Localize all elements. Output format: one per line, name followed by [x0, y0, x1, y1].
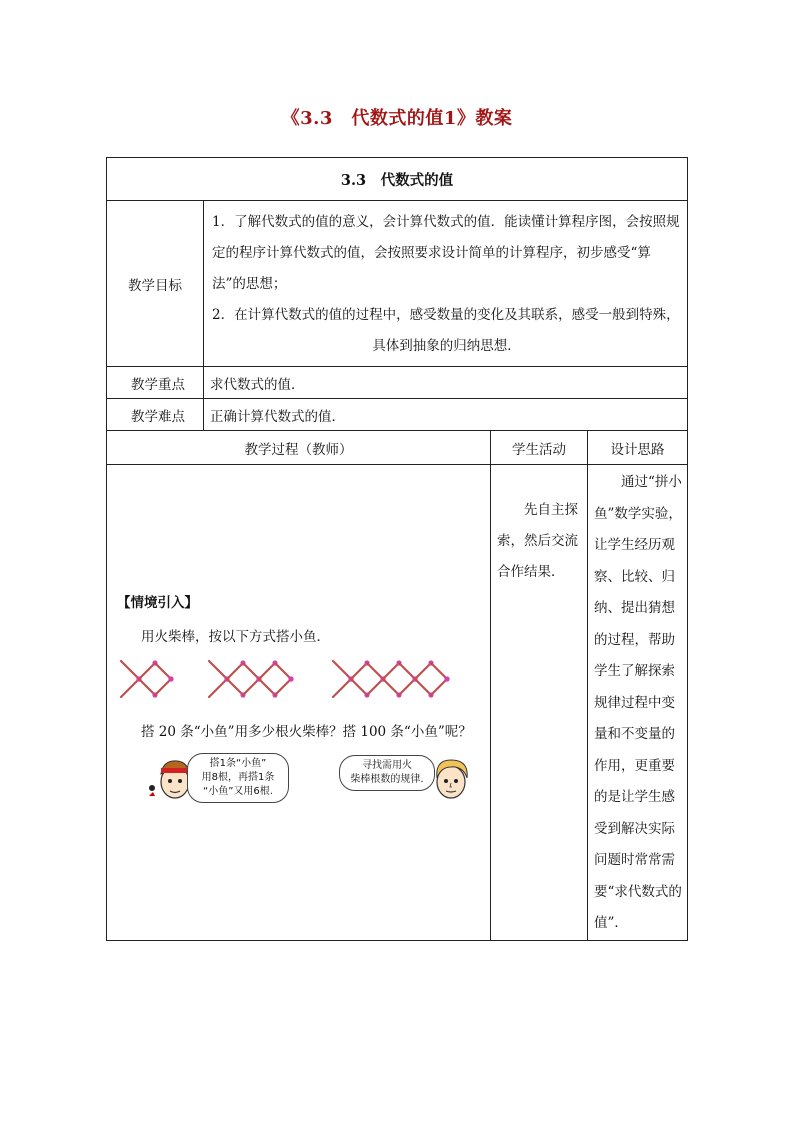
matchstick: [333, 679, 351, 697]
student-activity-text: 先自主探索，然后交流合作结果．: [497, 502, 578, 580]
col-design-header: 设计思路: [588, 431, 688, 465]
student-activity-cell: [491, 465, 588, 941]
matchstick: [209, 661, 227, 679]
goals-cell: [204, 201, 688, 367]
key-text: 求代数式的值．: [204, 367, 688, 399]
matchstick: [259, 679, 275, 695]
matchstick: [415, 679, 431, 695]
matchstick: [351, 663, 367, 679]
fish-group-1: [121, 660, 174, 697]
goal-2-cont: 具体到抽象的归纳思想．: [372, 338, 521, 354]
key-label: 教学重点: [107, 367, 204, 399]
difficulty-label: 教学难点: [107, 399, 204, 431]
matchstick-head: [444, 676, 449, 681]
fish-group-2: [209, 660, 294, 697]
matchstick: [209, 679, 227, 697]
matchstick: [259, 663, 275, 679]
matchstick: [139, 679, 155, 695]
difficulty-text: 正确计算代数式的值．: [204, 399, 688, 431]
design-idea-text: 通过“拼小鱼”数学实验，让学生经历观察、比较、归纳、提出猜想的过程，帮助学生了解探索规律过程中变量和不变量的作用，更重要的是让学生感受到解决实际问题时常常需要“求代数式的值”．: [594, 474, 682, 931]
design-idea-cell: [588, 465, 688, 941]
matchstick-fish-figure: [117, 655, 487, 705]
matchstick: [367, 679, 383, 695]
intro-line: 用火柴棒，按以下方式搭小鱼．: [141, 629, 330, 645]
goal-1: 1．了解代数式的值的意义，会计算代数式的值．能读懂计算程序图，会按照规定的程序计算代数式的值，会按照要求设计简单的计算程序，初步感受“算法”的思想；: [212, 214, 680, 292]
goals-label: 教学目标: [107, 201, 204, 367]
thinking-teacher-face-icon: [429, 752, 475, 802]
matchstick: [351, 679, 367, 695]
matchstick: [431, 663, 447, 679]
matchstick: [383, 663, 399, 679]
matchstick: [333, 661, 351, 679]
matchstick: [383, 679, 399, 695]
matchstick: [399, 679, 415, 695]
col-student-header: 学生活动: [491, 431, 588, 465]
fish-group-3: [333, 660, 450, 697]
matchstick: [399, 663, 415, 679]
question-line: 搭 20 条“小鱼”用多少根火柴棒？搭 100 条“小鱼”呢？: [141, 724, 472, 740]
matchstick: [155, 679, 171, 695]
teacher-process-cell: [107, 465, 491, 941]
matchstick: [155, 663, 171, 679]
document-title: 《3.3 代数式的值1》教案: [281, 108, 513, 129]
matchstick: [243, 663, 259, 679]
matchstick: [243, 679, 259, 695]
matchstick: [415, 663, 431, 679]
goal-2: 2．在计算代数式的值的过程中，感受数量的变化及其联系，感受一般到特殊，: [212, 307, 680, 323]
matchstick-head: [288, 676, 293, 681]
matchstick: [431, 679, 447, 695]
matchstick: [367, 663, 383, 679]
matchstick: [121, 661, 139, 679]
speech-bubble-left: 搭1条“小鱼” 用8根，再搭1条 “小鱼”又用6根.: [187, 753, 289, 803]
matchstick: [275, 679, 291, 695]
matchstick: [227, 679, 243, 695]
speech-bubble-right: 寻找需用火 柴棒根数的规律.: [339, 755, 435, 791]
table-caption: 3.3 代数式的值: [107, 158, 688, 201]
matchstick: [275, 663, 291, 679]
col-teacher-header: 教学过程（教师）: [107, 431, 491, 465]
section-title: 【情境引入】: [117, 595, 198, 611]
lesson-plan-table: [106, 157, 688, 941]
matchstick: [227, 663, 243, 679]
matchstick: [139, 663, 155, 679]
matchstick-head: [168, 676, 173, 681]
matchstick: [121, 679, 139, 697]
